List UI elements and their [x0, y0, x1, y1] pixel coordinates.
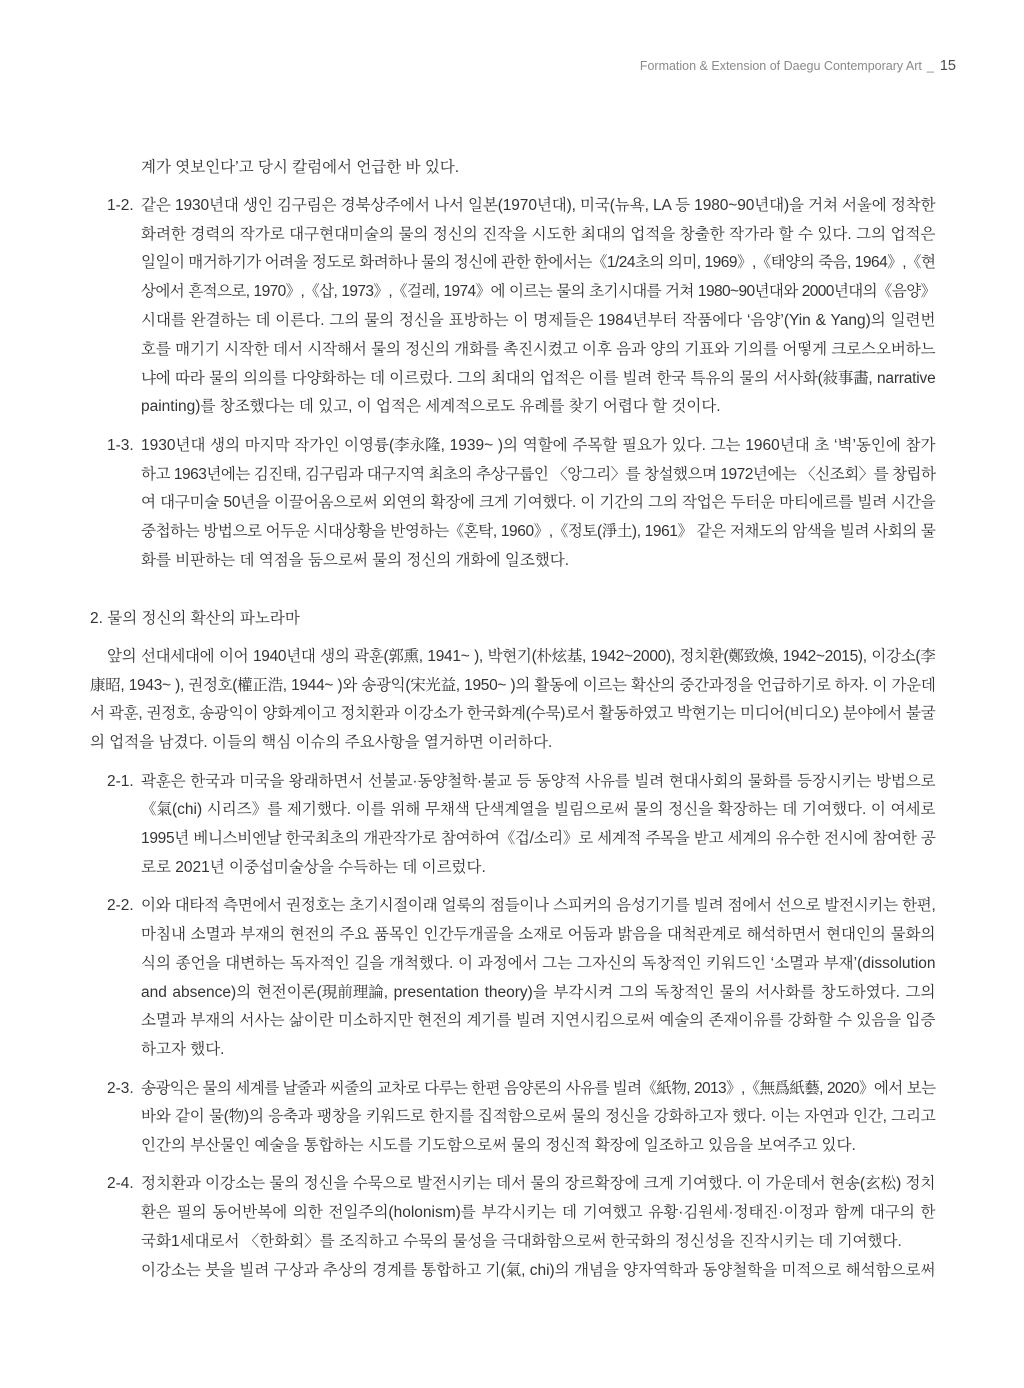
text-line: 이강소는 붓을 빌려 구상과 추상의 경계를 통합하고 기(氣, chi)의 개념을 양자역학과 동양철학을 미적으로 해석함으로써 [141, 1261, 936, 1279]
item-number: 2-1. [107, 772, 134, 790]
page-body [90, 154, 936, 1286]
item-number: 2-3. [107, 1079, 134, 1097]
list-item-2-1 [90, 768, 936, 883]
text-line: and absence)의 현전이론(現前理論, presentation theory)을 부각시켜 그의 독창적인 물의 서사화를 창도하였다. 그의 [141, 983, 936, 1001]
text-line: 정치환과 이강소는 물의 정신을 수묵으로 발전시키는 데서 물의 장르확장에 크게 기여했다. 이 가운데서 현송(玄松) 정치 [141, 1175, 936, 1193]
text-line: 하고자 했다. [141, 1041, 225, 1059]
text-line: 일일이 매거하기가 어려울 정도로 화려하나 물의 정신에 관한 한에서는《1/24초의 의미, 1969》,《태양의 죽음, 1964》,《현 [141, 254, 936, 272]
text-line: 1930년대 생의 마지막 작가인 이영륭(李永隆, 1939~ )의 역할에 주목할 필요가 있다. 그는 1960년대 초 ‘벽’동인에 참가 [141, 436, 936, 454]
text-line: 의 업적을 남겼다. 이들의 핵심 이슈의 주요사항을 열거하면 이러하다. [90, 734, 553, 752]
text-line: 곽훈은 한국과 미국을 왕래하면서 선불교·동양철학·불교 등 동양적 사유를 빌려 현대사회의 물화를 등장시키는 방법으로 [141, 772, 936, 790]
text-line: 화려한 경력의 작가로 대구현대미술의 물의 정신의 진작을 시도한 최대의 업적을 창출한 작가라 할 수 있다. 그의 업적은 [141, 225, 936, 243]
text-line: painting)를 창조했다는 데 있고, 이 업적은 세계적으로도 유례를 찾기 어렵다 할 것이다. [141, 398, 721, 416]
continued-paragraph [90, 154, 936, 183]
running-title: Formation & Extension of Daegu Contemporary Art [639, 59, 922, 73]
text-line: 하고 1963년에는 김진태, 김구림과 대구지역 최초의 추상구룹인 〈앙그리〉를 창설했으며 1972년에는 〈신조회〉를 창립하 [141, 465, 936, 483]
text-line: 식의 종언을 대변하는 독자적인 길을 개척했다. 이 과정에서 그는 그자신의 독창적인 키워드인 ‘소멸과 부재’(dissolution [141, 954, 936, 972]
item-number: 2-2. [107, 897, 134, 915]
text-line: 냐에 따라 물의 의의를 다양화하는 데 이르렀다. 그의 최대의 업적은 이를 빌려 한국 특유의 물의 서사화(敍事畵, narrative [141, 369, 936, 387]
text-line: 소멸과 부재의 서사는 삶이란 미소하지만 현전의 계기를 빌려 지연시킴으로써 예술의 존재이유를 강화할 수 있음을 입증 [141, 1012, 936, 1030]
section-heading: 2. 물의 정신의 확산의 파노라마 [90, 609, 300, 627]
text-line: 중첩하는 방법으로 어두운 시대상황을 반영하는《혼탁, 1960》,《정토(淨土), 1961》 같은 저채도의 암색을 빌려 사회의 물 [141, 523, 936, 541]
text-line: 서 곽훈, 권정호, 송광익이 양화계이고 정치환과 이강소가 한국화계(수묵)로서 활동하였고 박현기는 미디어(비디오) 분야에서 불굴 [90, 705, 936, 723]
text-line: 국화1세대로서 〈한화회〉를 조직하고 수묵의 물성을 극대화함으로써 한국화의 정신성을 진작시키는 데 기여했다. [141, 1232, 902, 1250]
page-number: 15 [939, 58, 956, 74]
text-line: 화를 비판하는 데 역점을 둠으로써 물의 정신의 개화에 일조했다. [141, 551, 570, 569]
text-line: 바와 같이 물(物)의 응축과 팽창을 키워드로 한지를 집적함으로써 물의 정신을 강화하고자 했다. 이는 자연과 인간, 그리고 [141, 1108, 936, 1126]
text-line: 로로 2021년 이중섭미술상을 수득하는 데 이르렀다. [141, 858, 486, 876]
text-line: 시대를 완결하는 데 이른다. 그의 물의 정신을 표방하는 이 명제들은 1984년부터 작품에다 ‘음양’(Yin & Yang)의 일련번 [141, 312, 936, 330]
text-line: 이와 대타적 측면에서 권정호는 초기시절이래 얼룩의 점들이나 스피커의 음성기기를 빌려 점에서 선으로 발전시키는 한편, [141, 897, 936, 915]
text-line: 康昭, 1943~ ), 권정호(權正浩, 1944~ )와 송광익(宋光益, 1950~ )의 활동에 이르는 확산의 중간과정을 언급하기로 하자. 이 가운데 [90, 676, 936, 694]
separator: _ [926, 59, 934, 73]
text-line: 송광익은 물의 세계를 날줄과 씨줄의 교차로 다루는 한편 음양론의 사유를 빌려《紙物, 2013》,《無爲紙藝, 2020》에서 보는 [141, 1079, 936, 1097]
list-item-2-2 [90, 892, 936, 1065]
list-item-1-2 [90, 192, 936, 422]
text-line: 환은 필의 동어반복에 의한 전일주의(holonism)를 부각시키는 데 기여했고 유황·김원세·정태진·이정과 함께 대구의 한 [141, 1204, 936, 1222]
item-number: 2-4. [107, 1175, 134, 1193]
text-line: 여 대구미술 50년을 이끌어옴으로써 외연의 확장에 크게 기여했다. 이 기간의 그의 작업은 두터운 마티에르를 빌려 시간을 [141, 494, 936, 512]
text-line: 상에서 흔적으로, 1970》,《삽, 1973》,《걸레, 1974》에 이르는 물의 초기시대를 거쳐 1980~90년대와 2000년대의《음양》 [141, 283, 936, 301]
text-line: 1995년 베니스비엔날 한국최초의 개관작가로 참여하여《겁/소리》로 세계적 주목을 받고 세계의 유수한 전시에 참여한 공 [141, 830, 936, 848]
text-line: 인간의 부산물인 예술을 통합하는 시도를 기도함으로써 물의 정신적 확장에 일조하고 있음을 보여주고 있다. [141, 1137, 856, 1155]
list-item-2-3 [90, 1075, 936, 1161]
text-line: 앞의 선대세대에 이어 1940년대 생의 곽훈(郭熏, 1941~ ), 박현기(朴炫基, 1942~2000), 정치환(鄭致煥, 1942~2015), 이강소(李 [107, 647, 936, 665]
text-line: 호를 매기기 시작한 데서 시작해서 물의 정신의 개화를 촉진시켰고 이후 음과 양의 기표와 기의를 어떻게 크로스오버하느 [141, 340, 936, 358]
text-line: 《氣(chi) 시리즈》를 제기했다. 이를 위해 무채색 단색계열을 빌림으로써 물의 정신을 확장하는 데 기여했다. 이 여세로 [141, 801, 936, 819]
item-number: 1-3. [107, 436, 134, 454]
text-line: 같은 1930년대 생인 김구림은 경북상주에서 나서 일본(1970년대), 미국(뉴욕, LA 등 1980~90년대)을 거쳐 서울에 정착한 [141, 196, 936, 214]
running-header [640, 56, 956, 76]
list-item-1-3 [90, 432, 936, 576]
text-line: 마침내 소멸과 부재의 현전의 주요 품목인 인간두개골을 소재로 어둠과 밝음을 대척관계로 해석하면서 현대인의 물화의 [141, 926, 936, 944]
section-intro-paragraph [90, 643, 936, 758]
text-line: 계가 엿보인다’고 당시 칼럼에서 언급한 바 있다. [141, 158, 460, 176]
item-number: 1-2. [107, 196, 134, 214]
list-item-2-4 [90, 1170, 936, 1285]
